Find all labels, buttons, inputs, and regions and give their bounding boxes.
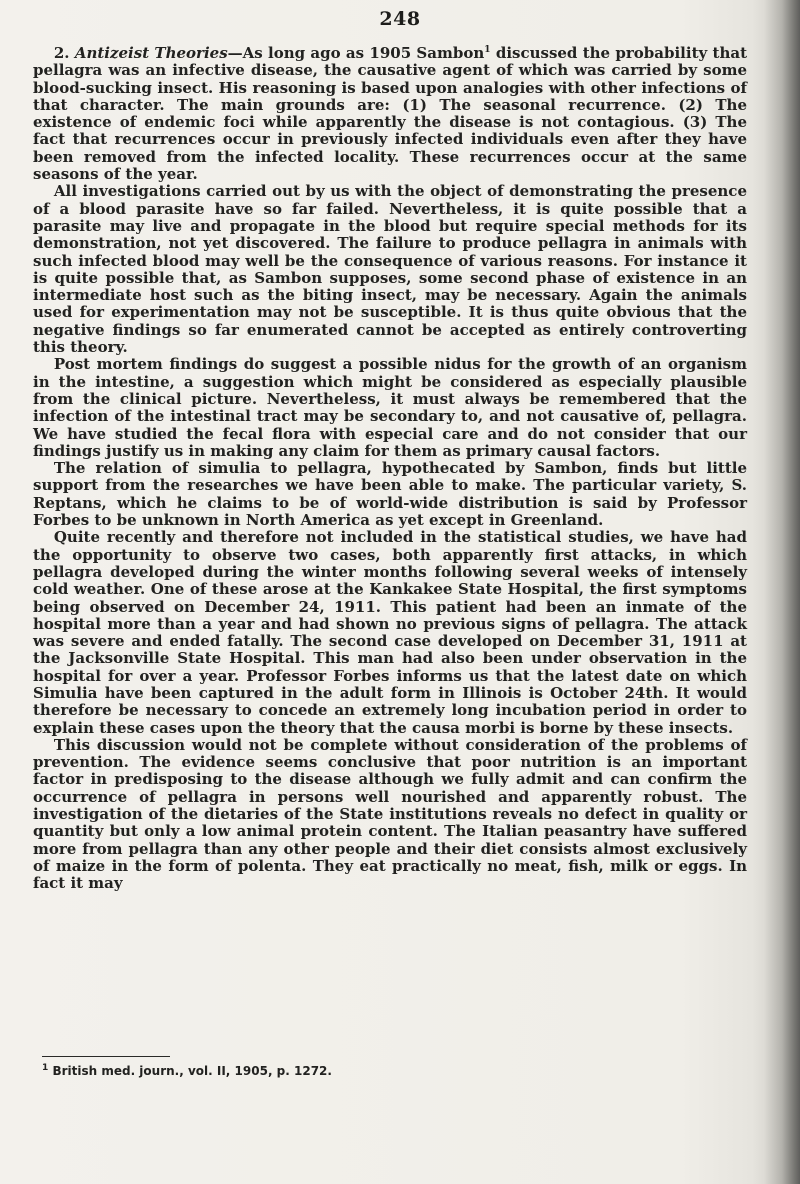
footnote-divider [42,1056,170,1057]
section-number: 2. [53,44,75,62]
page-number: 248 [379,8,421,30]
paragraph-antizeist-theories [33,45,747,183]
footnote-mark: 1 [42,1063,49,1073]
footnote-reference: 1 [484,45,491,55]
binding-edge-shadow [764,0,800,1184]
footnote-text: British med. journ., vol. II, 1905, p. 1272. [48,1064,332,1078]
footnote [42,1064,332,1078]
paragraph-blood-parasite: All investigations carried out by us with the object of demonstrating the presence of a blood parasite have so far failed. Nevertheless, it is quite possible that a parasite may live and propagate in the blood but require special methods for its demonstration, not yet discovered. The failure to produce pellagra in animals with such infected blood may well be the consequence of various reasons. For instance it is quite possible that, as Sambon supposes, some second phase of existence in an intermediate host such as the biting insect, may be necessary. Again the animals used for experimentation may not be susceptible. It is thus quite obvious that the negative findings so far enumerated cannot be accepted as entirely controverting this theory. [33,182,747,357]
paragraph-post-mortem: Post mortem findings do suggest a possible nidus for the growth of an organism in the intestine, a suggestion which might be considered as especially plausible from the clinical picture. Nevertheless, it must always be remembered that the infection of the intestinal tract may be secondary to, and not causative of, pellagra. We have studied the fecal flora with especial care and do not consider that our findings justify us in making any claim for them as primary causal factors. [33,355,747,460]
paragraph-simulia: The relation of simulia to pellagra, hypothecated by Sambon, finds but little support from the researches we have been able to make. The particular variety, S. Reptans, which he claims to be of world-wide distribution is said by Professor Forbes to be unknown in North America as yet except in Greenland. [33,459,747,530]
section-heading: Antizeist Theories [74,44,228,62]
paragraph-text: —As long ago as 1905 Sambon [227,44,485,62]
body-text [33,45,747,893]
paragraph-prevention: This discussion would not be complete without consideration of the problems of prevention. The evidence seems conclusive that poor nutrition is an important factor in predisposing to the disease although we fully admit and can confirm the occurrence of pellagra in persons well nourished and apparently robust. The investigation of the dietaries of the State institutions reveals no defect in quality or quantity but only a low animal protein content. The Italian peasantry have suffered more from pellagra than any other people and their diet consists almost exclusively of maize in the form of polenta. They eat practically no meat, fish, milk or eggs. In fact it may [33,735,747,893]
paragraph-text: discussed the probability that pellagra was an infective disease, the causative agent of which was carried by some blood-sucking insect. His reasoning is based upon analogies with other infections of that character. The main grounds are: (1) The seasonal recurrence. (2) The existence of endemic foci while apparently the disease is not contagious. (3) The fact that recurrences occur in previously infected individuals even after they have been removed from the infected locality. These recurrences occur at the same seasons of the year. [33,44,748,184]
paragraph-recent-cases: Quite recently and therefore not included in the statistical studies, we have had the opportunity to observe two cases, both apparently first attacks, in which pellagra developed during the winter months following several weeks of intensely cold weather. One of these arose at the Kankakee State Hospital, the first symptoms being observed on December 24, 1911. This patient had been an inmate of the hospital more than a year and had shown no previous signs of pellagra. The attack was severe and ended fatally. The second case developed on December 31, 1911 at the Jacksonville State Hospital. This man had also been under observation in the hospital for over a year. Professor Forbes informs us that the latest date on which Simulia have been captured in the adult form in Illinois is October 24th. It would therefore be necessary to concede an extremely long incubation period in order to explain these cases upon the theory that the causa morbi is borne by these insects. [33,528,747,737]
